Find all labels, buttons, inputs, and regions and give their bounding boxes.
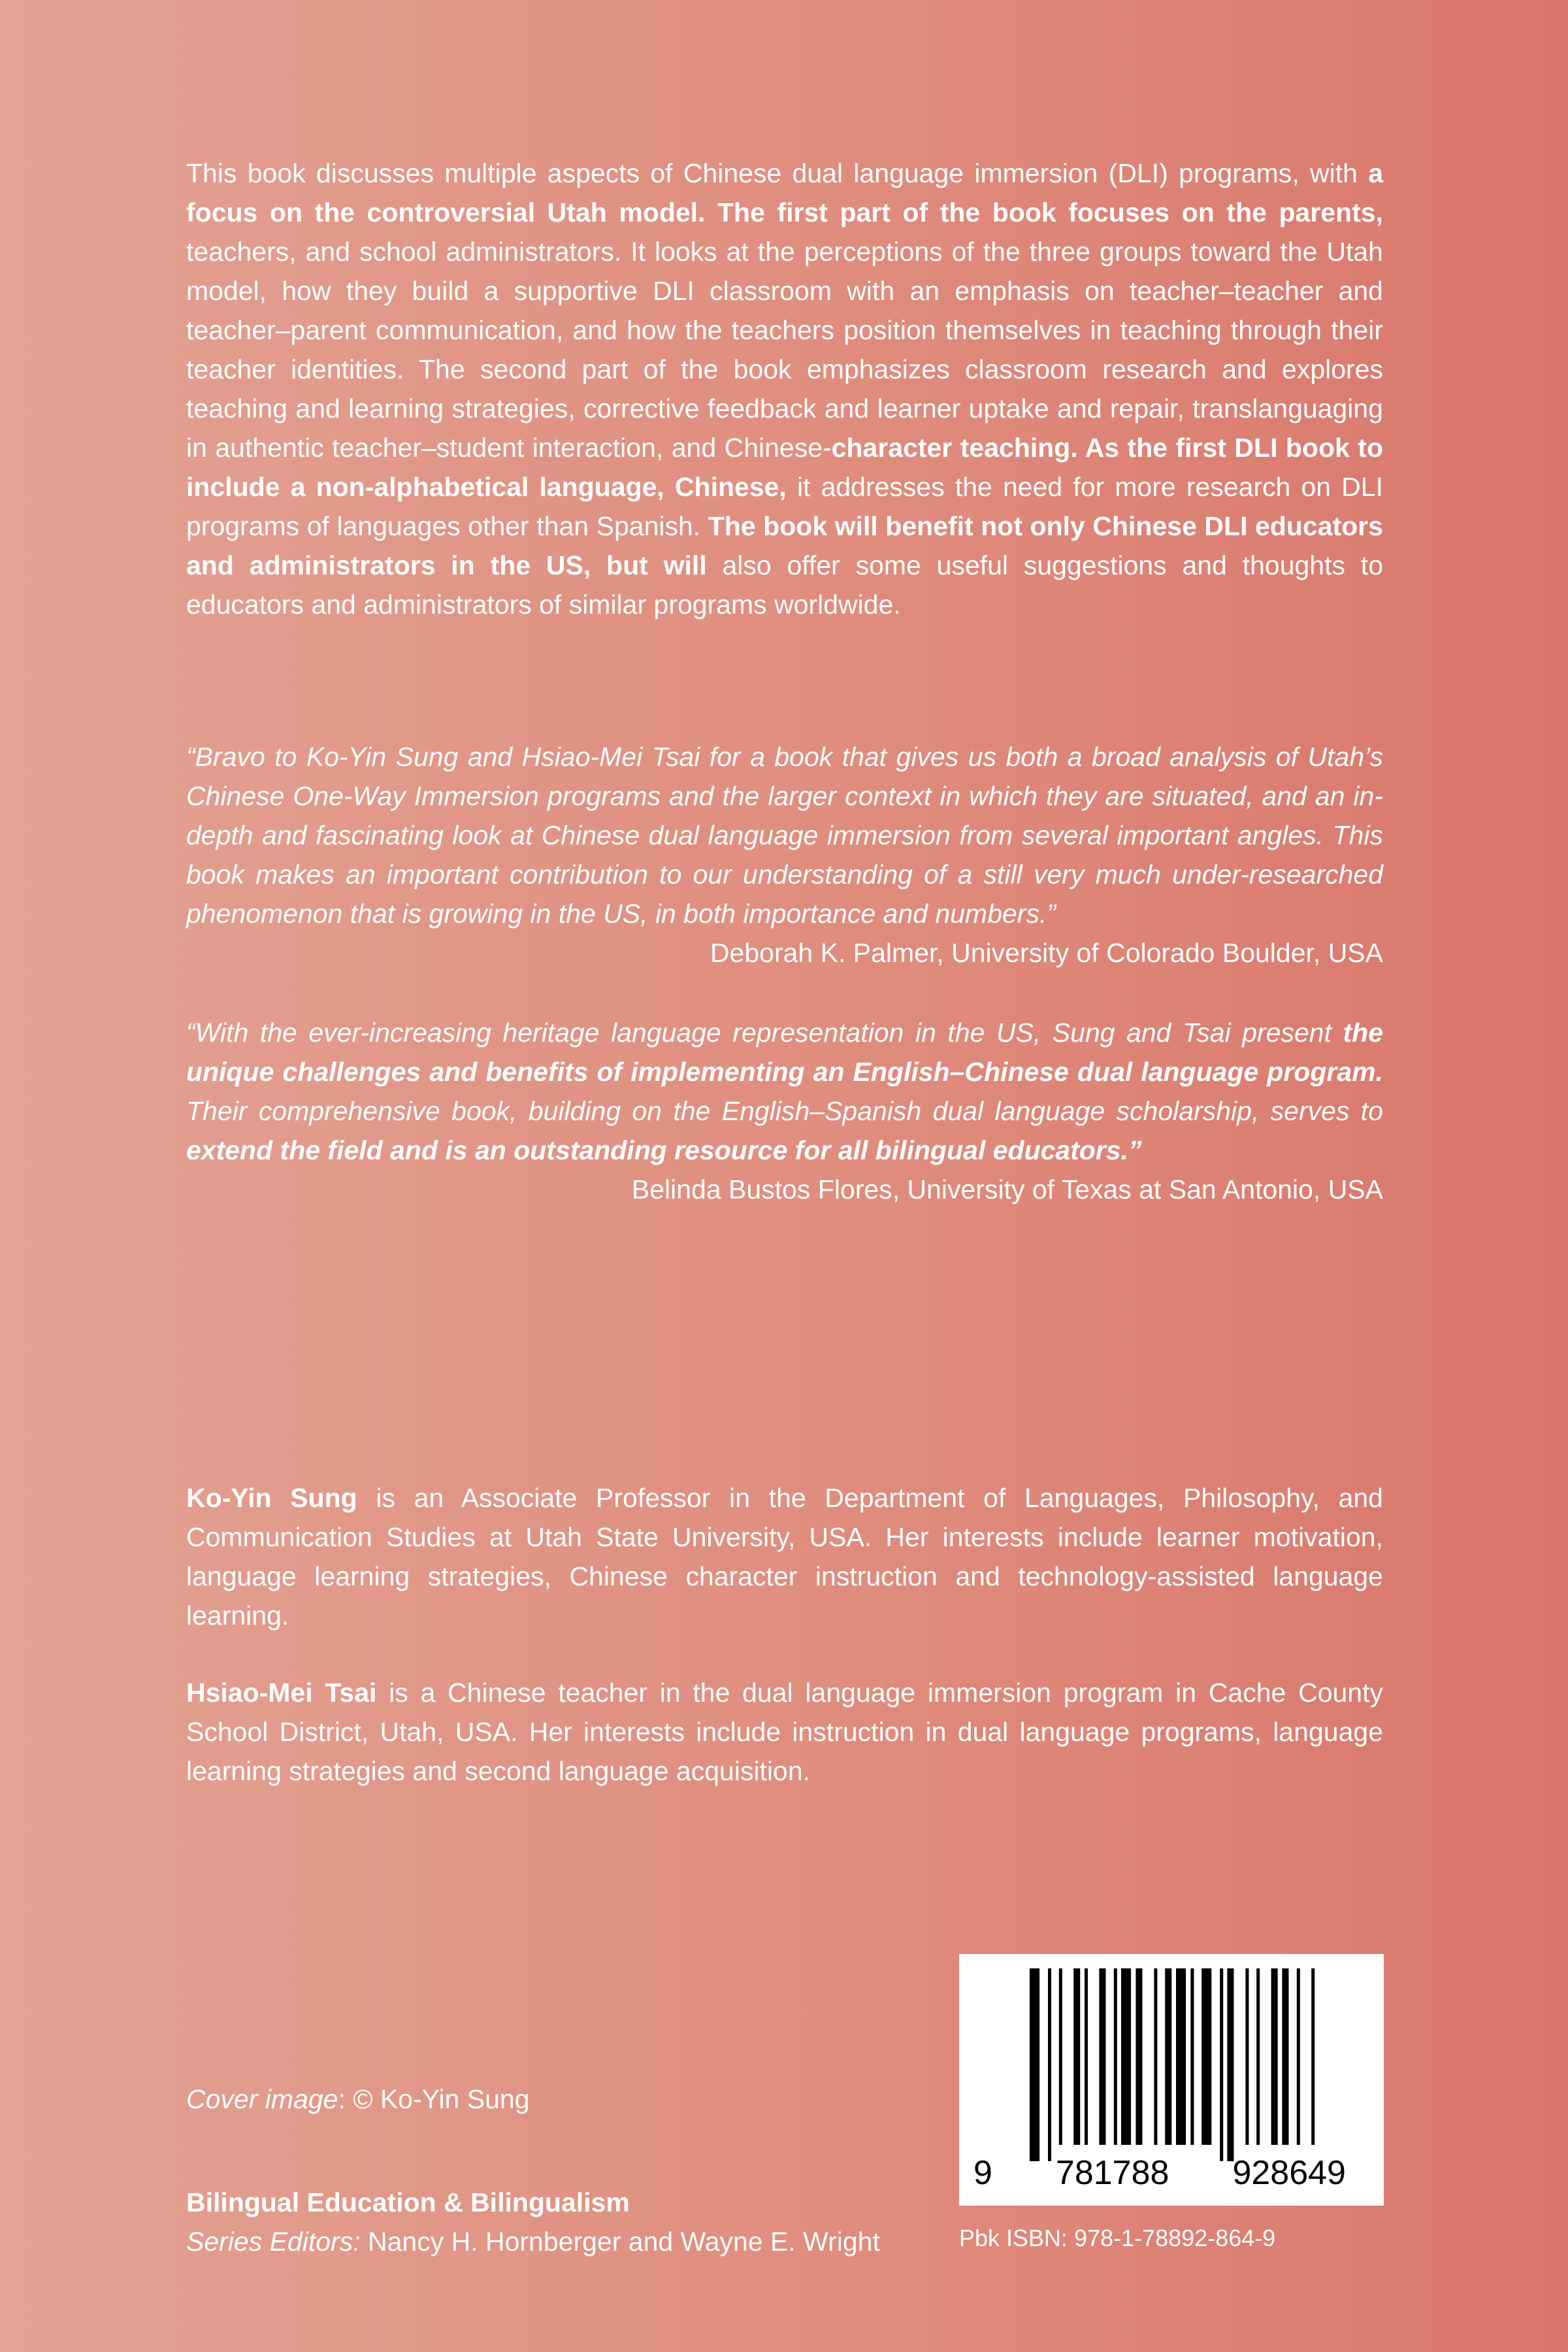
barcode-bar [1135, 1968, 1142, 2145]
cover-credit-label: Cover image [186, 2084, 338, 2114]
endorsement-quote [186, 1013, 1383, 1170]
endorsement-quote: “Bravo to Ko-Yin Sung and Hsiao-Mei Tsai for a book that gives us both a broad analysis of Utah’s Chinese One-Way Immersion programs and the larger context in which they are situated, and an in-depth and fascinating look at Chinese dual language immersion from several important angles. This book makes an important contribution to our understanding of a still very much under-researched phenomenon that is growing in the US, in both importance and numbers.” [186, 742, 1383, 929]
author-bio-text [186, 1673, 1383, 1791]
barcode-bar [1030, 1968, 1039, 2161]
description-part: teachers, and school administrators. It looks at the perceptions of the three groups toward the Utah model, how they build a supportive DLI classroom with an emphasis on teacher–teacher and teacher–parent communication, and how the teachers position themselves in teaching through their teacher identities. The second part of the book emphasizes classroom research and explores teaching and learning strategies, corrective feedback and learner uptake and repair, translanguaging in authentic teacher–student interaction, and Chinese- [186, 237, 1383, 463]
book-description [186, 154, 1383, 624]
series-editors-names: Nancy H. Hornberger and Wayne E. Wright [360, 2227, 880, 2257]
barcode-bar [1059, 1968, 1062, 2145]
barcode-bar [1297, 1968, 1300, 2145]
series-editors-label: Series Editors: [186, 2227, 361, 2257]
author-bio-text [186, 1478, 1383, 1635]
barcode-digits-left: 781788 [1055, 2154, 1169, 2192]
barcode-bar [1121, 1968, 1131, 2145]
cover-credit-text: : © Ko-Yin Sung [338, 2084, 530, 2114]
barcode-bar [1201, 1968, 1211, 2145]
author-name: Hsiao-Mei Tsai [186, 1678, 377, 1708]
description-highlight: a focus on the controversial Utah model. The first part of the book focuses on the parents, [186, 158, 1383, 227]
barcode-bar [1114, 1968, 1117, 2145]
quote-highlight: extend the field and is an outstanding resource for all bilingual educators.” [186, 1135, 1142, 1165]
endorsement-2 [186, 1013, 1383, 1209]
barcode-bar [1220, 1968, 1223, 2161]
barcode-bar [1282, 1968, 1288, 2145]
barcode-bar [1165, 1968, 1171, 2145]
barcode-bar [1073, 1968, 1080, 2145]
barcode-bar [1048, 1968, 1051, 2161]
barcode-bar [1190, 1968, 1194, 2145]
author-bio-2 [186, 1673, 1383, 1791]
isbn-text: Pbk ISBN: 978-1-78892-864-9 [959, 2225, 1276, 2251]
quote-highlight: the unique challenges and benefits of implementing an English–Chinese dual language program. [186, 1018, 1383, 1087]
series-title: Bilingual Education & Bilingualism [186, 2187, 630, 2217]
endorsement-1 [186, 737, 1383, 972]
barcode-bar [1245, 1968, 1249, 2145]
barcode-bar [1085, 1968, 1088, 2145]
barcode-digit-lead: 9 [973, 2154, 992, 2192]
barcode-bar [1256, 1968, 1260, 2145]
description-highlight: The book will benefit not only Chinese DLI educators and administrators in the US, but will [186, 511, 1383, 580]
description-part: also offer some useful suggestions and thoughts to educators and administrators of similar programs worldwide. [186, 550, 1384, 620]
cover-image-credit [186, 2079, 530, 2119]
barcode-bar [1154, 1968, 1157, 2145]
endorsement-attribution: Deborah K. Palmer, University of Colorado Boulder, USA [710, 938, 1383, 968]
description-part: This book discusses multiple aspects of Chinese dual language immersion (DLI) programs, with [186, 158, 1369, 188]
endorsement-attribution: Belinda Bustos Flores, University of Texas at San Antonio, USA [631, 1174, 1383, 1204]
barcode-digits-right: 928649 [1232, 2154, 1346, 2192]
description-part: it addresses the need for more research on DLI programs of languages other than Spanish. [186, 472, 1383, 541]
author-bio: is a Chinese teacher in the dual language immersion program in Cache County School District, Utah, USA. Her interests include instruction in dual language programs, language learning strategies and second language acquisition. [186, 1678, 1383, 1786]
barcode-bar [1099, 1968, 1105, 2145]
barcode-digits [959, 2153, 1384, 2193]
author-bio-1 [186, 1478, 1383, 1635]
quote-part: “With the ever-increasing heritage language representation in the US, Sung and Tsai present [186, 1018, 1343, 1048]
description-text [186, 154, 1383, 624]
barcode-bar [1311, 1968, 1315, 2145]
barcode-bar [1176, 1968, 1186, 2145]
barcode-bar [1227, 1968, 1233, 2161]
quote-part: Their comprehensive book, building on the English–Spanish dual language scholarship, serves to [186, 1096, 1383, 1126]
barcode-bar [1271, 1968, 1278, 2145]
description-highlight: character teaching. As the first DLI book to include a non-alphabetical language, Chinese, [186, 433, 1383, 502]
author-name: Ko-Yin Sung [186, 1483, 357, 1513]
series-editors [186, 2222, 880, 2261]
author-bio: is an Associate Professor in the Department of Languages, Philosophy, and Communication Studies at Utah State University, USA. Her interests include learner motivation, language learning strategies, Chinese character instruction and technology-assisted language learning. [186, 1483, 1383, 1631]
series-info [186, 2183, 880, 2261]
isbn-barcode [959, 1954, 1384, 2206]
